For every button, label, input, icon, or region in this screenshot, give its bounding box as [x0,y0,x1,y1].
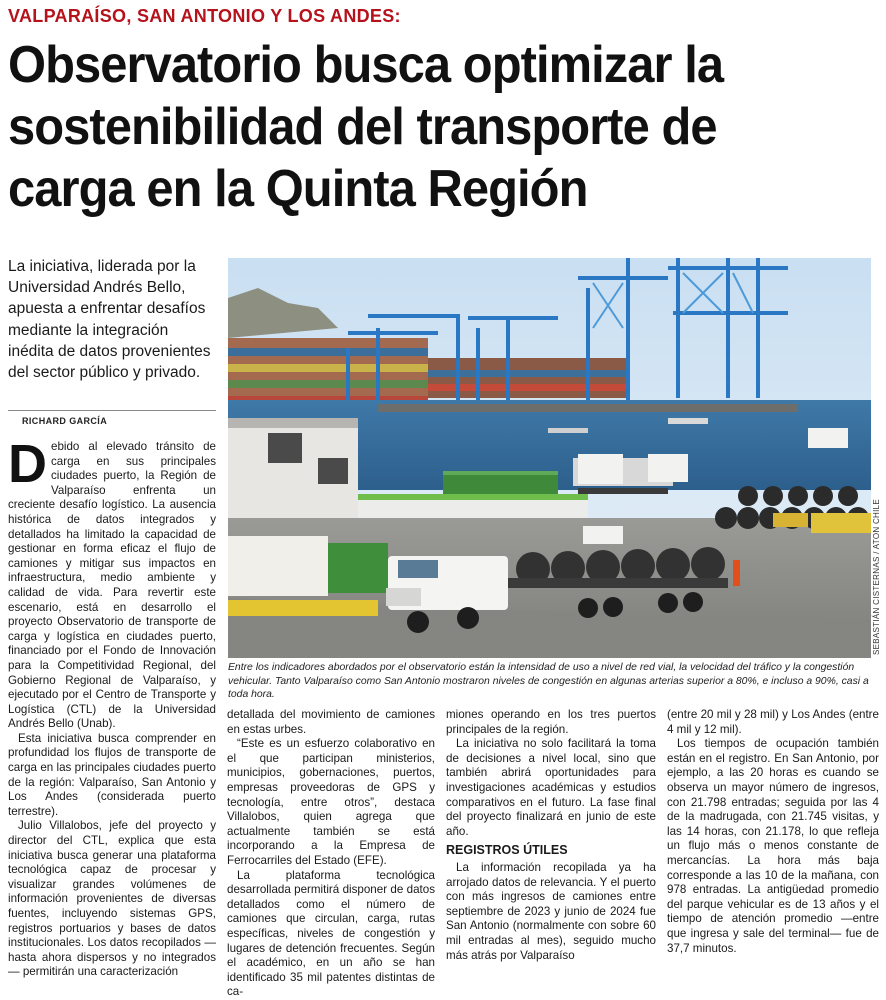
photo-caption: Entre los indicadores abordados por el observatorio están la intensidad de uso a nivel de red vial, la velocidad del tráfico y la congestión vehicular. Tanto Valparaíso como San Antonio mostraron niveles de congestión en algunas arterias superior a 80%, e incluso a 90%, casi a toda hora. [228,662,869,701]
dropcap: D [8,434,47,494]
headline: Observatorio busca optimizar la sostenibilidad del transporte de carga en la Quinta Región [8,36,724,218]
body-paragraph-1: ebido al elevado tránsito de carga en sus principales ciudades puerto, la Región de Valparaíso enfrenta un creciente desafío logístico. La ausencia histórica de datos integrados y detallados ha limitado la capacidad de gestionar en forma eficaz el flujo de camiones y mitigar sus impactos en infraestructura, medio ambiente y calidad de vida. Para revertir este escenario, está en desarrollo el proyecto Observatorio de transporte de carga y logística en ciudades puerto, financiado por el Fondo de Innovación para la Competitividad Regional, del Gobierno Regional de Valparaíso, y ejecutado por el Centro de Transporte y Logística (CTL) de la Universidad Andrés Bello (Unab). [8,440,216,731]
port-photo [228,258,871,658]
body-paragraph-6: La plataforma tecnológica desarrollada permitirá disponer de datos detallados como el número de camiones que circulan, carga, rutas específicas, niveles de congestión y lugares de detención frecuentes. Según el académico, en un año se han identificado 35 mil patentes distintas de ca- [227,868,435,999]
lead-paragraph: La iniciativa, liderada por la Universidad Andrés Bello, apuesta a enfrentar desafíos mediante la integración inédita de datos provenientes del sector público y privado. [8,258,211,382]
article-column-4 [667,708,879,956]
body-paragraph-11: Los tiempos de ocupación también están en el registro. En San Antonio, por ejemplo, a las 20 horas es cuando se observa un mayor número de ingresos, con 21.798 entradas; seguida por las 4 de la madrugada, con 21.745 visitas, y las 14 horas, con 21.178, lo que refleja un flujo más o menos constante de mercancías. La hora más baja corresponde a las 10 de la mañana, con 978 entradas. La antigüedad promedio del parque vehicular es de 13 años y el tiempo de atención promedio —entre que ingresa y sale del terminal— fue de 37,7 minutos. [667,737,879,955]
body-paragraph-10: (entre 20 mil y 28 mil) y Los Andes (entre 4 mil y 12 mil). [667,708,879,736]
body-paragraph-7: miones operando en los tres puertos principales de la región. [446,708,656,736]
body-paragraph-3: Julio Villalobos, jefe del proyecto y director del CTL, explica que esta iniciativa busca generar una plataforma tecnológica capaz de procesar y visualizar grandes volúmenes de información provenientes de diversas fuentes, incluyendo sistemas GPS, registros portuarios y bases de datos institucionales. Los datos recopilados —hasta ahora dispersos y no integrados— permitirán una caracterización [8,819,216,979]
byline-rule-top [8,410,216,411]
body-paragraph-4: detallada del movimiento de camiones en estas urbes. [227,708,435,736]
body-paragraph-8: La iniciativa no solo facilitará la toma de decisiones a nivel local, sino que también abrirá oportunidades para investigaciones académicas y estudios comparativos en el futuro. La fase final del proyecto finalizará en junio de este año. [446,737,656,838]
article-column-1 [8,434,216,980]
body-paragraph-2: Esta iniciativa busca comprender en profundidad los flujos de transporte de carga en las principales ciudades puerto de la región: Valparaíso, San Antonio y Los Andes (considerada puerto terrestre). [8,731,216,818]
photo-credit: SEBASTIÁN CISTERNAS / ATON CHILE [872,498,881,655]
article-column-2 [227,708,435,1000]
article-column-3 [446,708,656,963]
body-paragraph-5: “Este es un esfuerzo colaborativo en el que participan ministerios, municipios, gobernaciones, puertos, empresas proveedoras de GPS y tecnología, entre otros”, destaca Villalobos, quien agrega que actualmente también se está incorporando a la Empresa de Ferrocarriles del Estado (EFE). [227,737,435,867]
kicker: VALPARAÍSO, SAN ANTONIO Y LOS ANDES: [8,6,401,26]
byline: RICHARD GARCÍA [22,416,108,426]
body-paragraph-9: La información recopilada ya ha arrojado datos de relevancia. Y el puerto con más ingresos de camiones entre septiembre de 2023 y junio de 2024 fue San Antonio (normalmente con sobre 60 mil entradas al mes), seguido mucho más atrás por Valparaíso [446,860,656,962]
subhead: REGISTROS ÚTILES [446,843,568,858]
